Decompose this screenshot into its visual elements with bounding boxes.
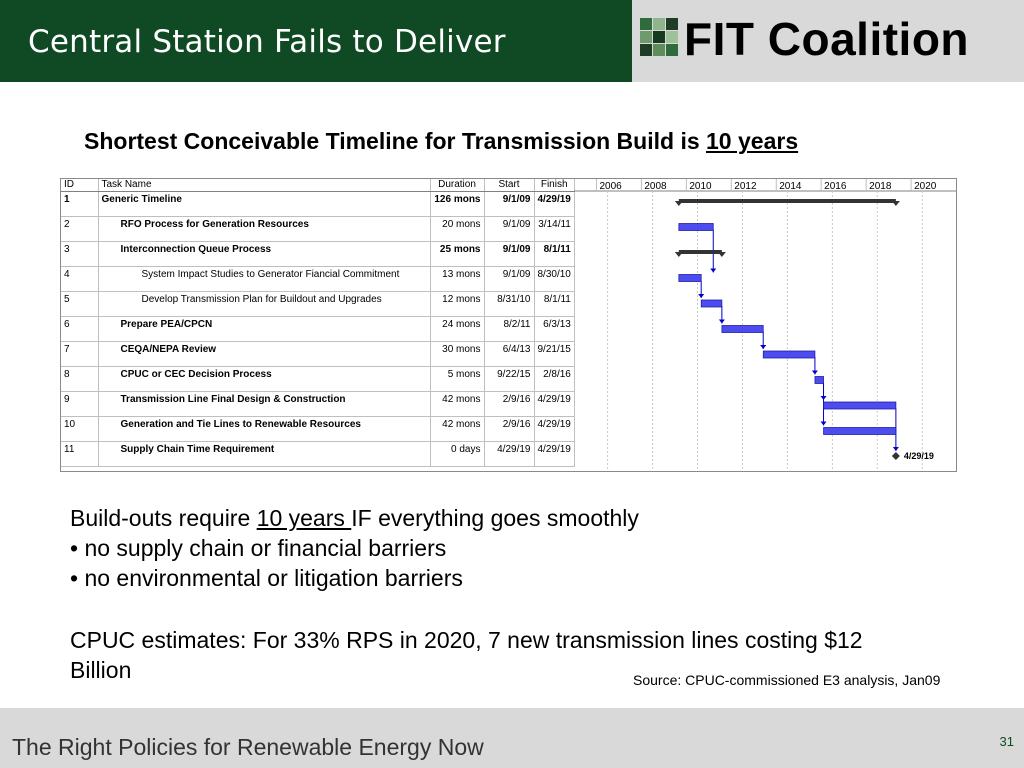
task-id: 5 — [61, 291, 98, 316]
task-bar — [763, 351, 815, 358]
col-id-header: ID — [61, 179, 98, 191]
task-bar — [815, 377, 824, 384]
col-name-header: Task Name — [98, 179, 430, 191]
footer-bar — [0, 708, 1024, 768]
task-finish: 4/29/19 — [534, 441, 574, 466]
table-row — [61, 191, 574, 216]
task-finish: 3/14/11 — [534, 216, 574, 241]
task-finish: 8/30/10 — [534, 266, 574, 291]
col-start-header: Start — [484, 179, 534, 191]
summary-bar — [679, 199, 896, 203]
build-outs-suffix: IF everything goes smoothly — [351, 505, 639, 531]
table-row — [61, 266, 574, 291]
task-bar — [722, 326, 763, 333]
task-start: 2/9/16 — [484, 416, 534, 441]
year-tick-label: 2010 — [689, 181, 712, 192]
task-finish: 8/1/11 — [534, 241, 574, 266]
table-row — [61, 216, 574, 241]
table-row — [61, 416, 574, 441]
task-id: 8 — [61, 366, 98, 391]
year-tick-label: 2012 — [734, 181, 757, 192]
task-duration: 13 mons — [430, 266, 484, 291]
table-row — [61, 391, 574, 416]
task-bar — [824, 428, 896, 435]
dependency-arrowhead — [821, 422, 827, 426]
logo-area — [632, 0, 1024, 82]
task-start: 9/1/09 — [484, 216, 534, 241]
table-row — [61, 316, 574, 341]
dependency-arrowhead — [698, 294, 704, 298]
table-row — [61, 291, 574, 316]
task-finish: 4/29/19 — [534, 391, 574, 416]
summary-bar — [679, 250, 722, 254]
task-bar — [701, 300, 722, 307]
task-finish: 4/29/19 — [534, 191, 574, 216]
task-finish: 8/1/11 — [534, 291, 574, 316]
year-tick-label: 2008 — [644, 181, 667, 192]
task-bar — [679, 275, 701, 282]
task-id: 2 — [61, 216, 98, 241]
logo-checker-icon — [640, 18, 678, 56]
summary-bar-cap — [718, 252, 726, 257]
task-duration: 42 mons — [430, 391, 484, 416]
build-outs-prefix: Build-outs require — [70, 505, 257, 531]
task-start: 9/1/09 — [484, 266, 534, 291]
task-start: 9/1/09 — [484, 191, 534, 216]
task-start: 2/9/16 — [484, 391, 534, 416]
task-name: Supply Chain Time Requirement — [98, 441, 430, 466]
bullet-environmental: • no environmental or litigation barriers — [70, 565, 463, 591]
cpuc-estimate: CPUC estimates: For 33% RPS in 2020, 7 new transmission lines costing $12 Billion — [70, 627, 863, 683]
task-duration: 24 mons — [430, 316, 484, 341]
task-duration: 30 mons — [430, 341, 484, 366]
table-row — [61, 241, 574, 266]
subtitle-emphasis: 10 years — [706, 128, 799, 154]
task-duration: 5 mons — [430, 366, 484, 391]
col-duration-header: Duration — [430, 179, 484, 191]
task-bar — [824, 402, 896, 409]
source-note: Source: CPUC-commissioned E3 analysis, Jan09 — [633, 672, 941, 688]
footer-tagline: The Right Policies for Renewable Energy Now — [12, 734, 484, 760]
task-duration: 0 days — [430, 441, 484, 466]
task-duration: 20 mons — [430, 216, 484, 241]
task-name: Prepare PEA/CPCN — [98, 316, 430, 341]
year-tick-label: 2014 — [779, 181, 802, 192]
gantt-table — [61, 179, 575, 467]
task-name: Generation and Tie Lines to Renewable Resources — [98, 416, 430, 441]
subtitle — [84, 128, 798, 155]
dependency-arrowhead — [893, 447, 899, 451]
milestone-label: 4/29/19 — [903, 451, 934, 461]
table-row — [61, 341, 574, 366]
col-finish-header: Finish — [534, 179, 574, 191]
task-finish: 9/21/15 — [534, 341, 574, 366]
gantt-header-row — [61, 179, 574, 191]
milestone-marker — [892, 452, 900, 460]
task-name: CEQA/NEPA Review — [98, 341, 430, 366]
summary-bar-cap — [892, 201, 900, 206]
table-row — [61, 366, 574, 391]
task-bar — [679, 224, 713, 231]
task-name: CPUC or CEC Decision Process — [98, 366, 430, 391]
task-id: 6 — [61, 316, 98, 341]
task-duration: 12 mons — [430, 291, 484, 316]
header-bar — [0, 0, 632, 82]
task-id: 1 — [61, 191, 98, 216]
task-start: 6/4/13 — [484, 341, 534, 366]
task-id: 7 — [61, 341, 98, 366]
task-id: 11 — [61, 441, 98, 466]
table-row — [61, 441, 574, 466]
dependency-arrowhead — [719, 320, 725, 324]
task-id: 3 — [61, 241, 98, 266]
task-start: 9/1/09 — [484, 241, 534, 266]
task-id: 4 — [61, 266, 98, 291]
task-start: 8/2/11 — [484, 316, 534, 341]
task-name: Interconnection Queue Process — [98, 241, 430, 266]
bullet-supply-chain: • no supply chain or financial barriers — [70, 535, 447, 561]
year-tick-label: 2006 — [599, 181, 622, 192]
gantt-timeline — [574, 179, 956, 471]
task-name: RFO Process for Generation Resources — [98, 216, 430, 241]
task-name: System Impact Studies to Generator Fiancial Commitment — [98, 266, 430, 291]
gantt-chart — [60, 178, 957, 472]
task-duration: 126 mons — [430, 191, 484, 216]
logo-text: FIT Coalition — [684, 13, 970, 65]
task-finish: 6/3/13 — [534, 316, 574, 341]
summary-bar-cap — [675, 252, 683, 257]
page-number: 31 — [999, 734, 1014, 749]
task-start: 9/22/15 — [484, 366, 534, 391]
task-finish: 4/29/19 — [534, 416, 574, 441]
year-tick-label: 2018 — [869, 181, 892, 192]
build-outs-line — [70, 503, 639, 533]
task-name: Generic Timeline — [98, 191, 430, 216]
task-duration: 25 mons — [430, 241, 484, 266]
year-tick-label: 2016 — [824, 181, 847, 192]
task-start: 4/29/19 — [484, 441, 534, 466]
task-duration: 42 mons — [430, 416, 484, 441]
build-outs-emphasis: 10 years — [256, 505, 352, 531]
dependency-arrowhead — [710, 269, 716, 273]
dependency-arrowhead — [812, 371, 818, 375]
dependency-arrowhead — [760, 345, 766, 349]
subtitle-prefix: Shortest Conceivable Timeline for Transmission Build is — [84, 128, 707, 154]
task-name: Develop Transmission Plan for Buildout and Upgrades — [98, 291, 430, 316]
year-tick-label: 2020 — [914, 181, 937, 192]
task-finish: 2/8/16 — [534, 366, 574, 391]
task-id: 9 — [61, 391, 98, 416]
slide-title: Central Station Fails to Deliver — [28, 24, 506, 60]
summary-bar-cap — [675, 201, 683, 206]
task-id: 10 — [61, 416, 98, 441]
task-name: Transmission Line Final Design & Construction — [98, 391, 430, 416]
task-start: 8/31/10 — [484, 291, 534, 316]
